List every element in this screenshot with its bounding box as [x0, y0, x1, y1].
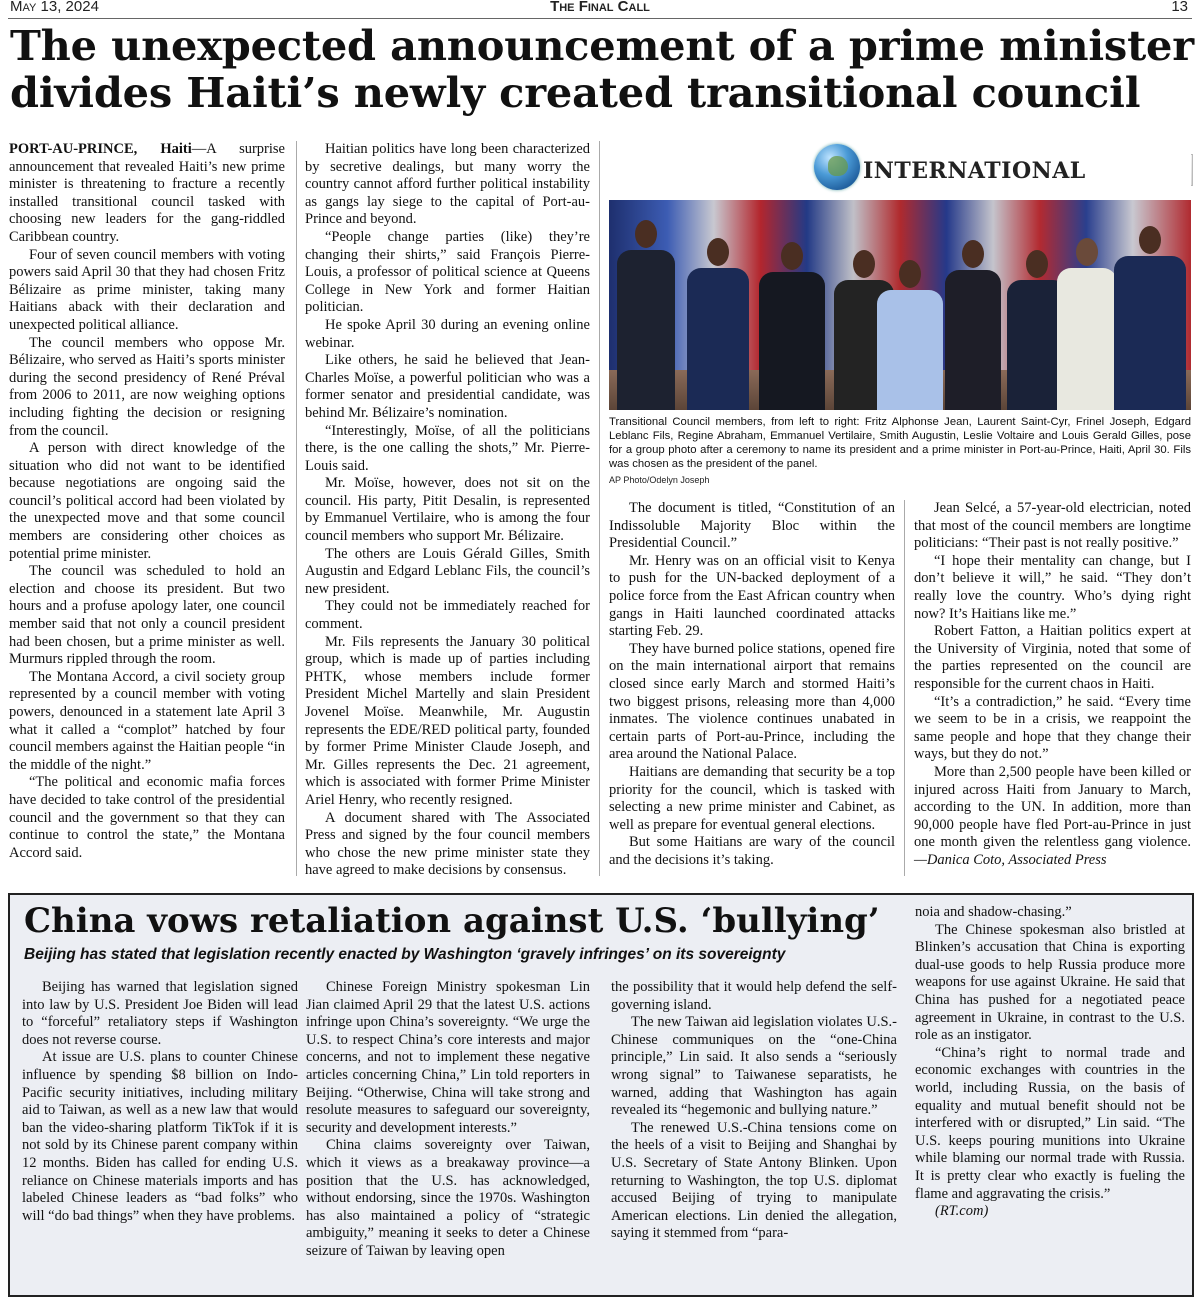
paragraph: The others are Louis Gérald Gilles, Smith Augustin and Edgard Leblanc Fils, the council’s new president.	[305, 545, 590, 597]
article-column-4	[914, 500, 1191, 869]
paragraph: “China’s right to normal trade and economic exchanges with countries in the world, including Russia, on the basis of equality and mutual benefit should not be interfered with or disrupted,” Lin said. “The U.S. keeps pouring munitions into Ukraine while blaming our normal trade with Russia. It is pretty clear who exactly is fueling the flame and aggravating the crisis.”	[915, 1044, 1185, 1202]
person-figure	[1114, 226, 1186, 410]
paragraph: More than 2,500 people have been killed or injured across Haiti from January to March, according to the UN. In addition, more than 90,000 people have fled Port-au-Prince in just one month given the relentless gang violence.—Danica Coto, Associated Press	[914, 763, 1191, 868]
paragraph: Four of seven council members with voting powers said April 30 that they had chosen Fritz Bélizaire as prime minister, taking many Haitians aback with their declaration and unexpected political alliance.	[9, 246, 285, 333]
paragraph: Jean Selcé, a 57-year-old electrician, noted that most of the council members are longtime politicians: “Their past is not really positive.”	[914, 500, 1191, 552]
paragraph: Beijing has warned that legislation signed into law by U.S. President Joe Biden will lead to “forceful” retaliatory steps if Washington does not reverse course.	[22, 979, 298, 1048]
paragraph: “People change parties (like) they’re changing their shirts,” said François Pierre-Louis, a professor of political science at Queens College in New York and former Haitian politician.	[305, 228, 590, 316]
paragraph: A person with direct knowledge of the situation who did not want to be identified because negotiations are ongoing said the council’s political accord had been violated by the unexpected move and that some council members are considering other choices as potential prime minister.	[9, 440, 285, 562]
header-rule	[8, 18, 1192, 19]
china-column-4	[915, 904, 1185, 1221]
publication-name: The Final Call	[550, 0, 650, 15]
paragraph: At issue are U.S. plans to counter Chinese influence by spending $8 billion on Indo-Pacific security initiatives, including military aid to Taiwan, as well as a new law that would ban the video-sharing platform TikTok if it is not sold by its Chinese parent company within 12 months. Biden has called for ending U.S. reliance on Chinese materials imports and has labeled Chinese leaders as “bad folks” who will “do bad things” when they have problems.	[22, 1049, 298, 1224]
china-column-2	[306, 979, 590, 1261]
paragraph: noia and shadow-chasing.”	[915, 904, 1072, 920]
council-group-photo	[609, 200, 1191, 410]
column-divider	[904, 500, 905, 876]
paragraph: The council members who oppose Mr. Bélizaire, who served as Haiti’s sports minister during the second presidency of René Préval from 2006 to 2011, are now weighing options including fighting the decision or resigning from the council.	[9, 334, 285, 439]
byline: —Danica Coto, Associated Press	[914, 851, 1107, 868]
person-figure	[759, 242, 825, 410]
column-divider	[296, 141, 297, 876]
china-column-3	[611, 979, 897, 1243]
paragraph: Haitians are demanding that security be a top priority for the council, which is tasked with selecting a new prime minister and Cabinet, as well as prepare for eventual general elections.	[609, 763, 895, 833]
dateline: PORT-AU-PRINCE, Haiti	[9, 141, 192, 157]
photo-credit: AP Photo/Odelyn Joseph	[609, 475, 710, 485]
paragraph: China claims sovereignty over Taiwan, which it views as a breakaway province—a position that the U.S. has acknowledged, without endorsing, since the 1970s. Washington has also maintained a policy of “strategic ambiguity,” meaning it seeks to deter a Chinese seizure of Taiwan by leaving open	[306, 1137, 590, 1259]
paragraph: The document is titled, “Constitution of an Indissoluble Majority Bloc within the Presidential Council.”	[609, 500, 895, 552]
section-banner	[609, 140, 1191, 198]
person-figure	[877, 260, 943, 410]
paragraph: Haitian politics have long been characterized by secretive dealings, but many worry the country cannot afford further political instability as gangs lay siege to the capital of Port-au-Prince and beyond.	[305, 141, 590, 228]
paragraph: Mr. Fils represents the January 30 political group, which is made up of parties including PHTK, whose members include former President Michel Martelly and slain President Jovenel Moïse. Meanwhile, Mr. Augustin represents the EDE/RED political party, founded by former Prime Minister Claude Joseph, and Mr. Gilles represents the Dec. 21 agreement, which is associated with former Prime Minister Ariel Henry, who recently resigned.	[305, 633, 590, 808]
paragraph: “I hope their mentality can change, but I don’t believe it will,” he said. “They don’t really love the country. Who’s dying right now? It’s Haitians like me.”	[914, 552, 1191, 622]
section-label: INTERNATIONAL	[863, 158, 1086, 184]
person-figure	[1057, 238, 1117, 410]
photo-caption: Transitional Council members, from left to right: Fritz Alphonse Jean, Laurent Saint-Cyr, Frinel Joseph, Edgard Leblanc Fils, Regine Abraham, Emmanuel Vertilaire, Smith Augustin, Leslie Voltaire and Louis Gerald Gilles, pose for a group photo after a ceremony to name its president and a prime minister in Port-au-Prince, Haiti, April 30. Fils was chosen as the president of the panel.	[609, 416, 1191, 470]
paragraph: The Montana Accord, a civil society group represented by a council member with voting powers, denounced in a statement late April 3 what it called a “complot” hatched by four council members against the Haitian people “in the middle of the night.”	[9, 668, 285, 773]
paragraph: “The political and economic mafia forces have decided to take control of the presidential council and the government so that they can continue to control the state,” the Montana Accord said.	[9, 774, 285, 861]
globe-icon	[814, 144, 860, 190]
paragraph: The Chinese spokesman also bristled at Blinken’s accusation that China is exporting dual-use goods to help Russia produce more weapons for use against Ukraine. He said that China has pushed for a negotiated peace agreement in Ukraine, in contrast to the U.S. role as an instigator.	[915, 921, 1185, 1044]
page-header	[0, 0, 1200, 16]
column-divider	[599, 141, 600, 876]
paragraph: Mr. Moïse, however, does not sit on the council. His party, Pitit Desalin, is represented by Emmanuel Vertilaire, who is among the four council members who support Mr. Bélizaire.	[305, 475, 590, 545]
issue-date: May 13, 2024	[10, 0, 99, 15]
paragraph: They have burned police stations, opened fire on the main international airport that remains closed since early March and stormed Haiti’s two biggest prisons, releasing more than 4,000 inmates. The violence continues unabated in certain parts of Port-au-Prince, including the area around the National Palace.	[609, 640, 895, 763]
person-figure	[687, 238, 749, 410]
paragraph: The renewed U.S.-China tensions come on the heels of a visit to Beijing and Shanghai by U.S. Secretary of State Antony Blinken. Upon returning to Washington, the top U.S. diplomat accused Beijing of trying to manipulate American elections. Lin denied the allegation, saying it stemmed from “para-	[611, 1119, 897, 1242]
china-headline: China vows retaliation against U.S. ‘bullying’	[24, 901, 880, 941]
paragraph: Chinese Foreign Ministry spokesman Lin Jian claimed April 29 that the latest U.S. actions infringe upon China’s sovereignty. “We urge the U.S. to respect China’s core interests and major concerns, and not to implement these negative articles concerning China,” Lin told reporters in Beijing. “Otherwise, China will take strong and resolute measures to safeguard our sovereignty, security and development interests.”	[306, 979, 590, 1136]
paragraph: Mr. Henry was on an official visit to Kenya to push for the UN-backed deployment of a police force from the East African country when gangs in Haiti launched coordinated attacks starting Feb. 29.	[609, 552, 895, 640]
paragraph: He spoke April 30 during an evening online webinar.	[305, 316, 590, 351]
paragraph: “Interestingly, Moïse, of all the politicians there, is the one calling the shots,” Mr. Pierre-Louis said.	[305, 422, 590, 474]
paragraph: the possibility that it would help defend the self-governing island.	[611, 979, 897, 1013]
paragraph: Like others, he said he believed that Jean-Charles Moïse, a powerful politician who was a former senator and presidential candidate, was behind Mr. Bélizaire’s nomination.	[305, 352, 590, 421]
paragraph: But some Haitians are wary of the council and the decisions it’s taking.	[609, 834, 895, 868]
person-figure	[617, 220, 675, 410]
article-column-2	[305, 141, 590, 880]
paragraph: A document shared with The Associated Press and signed by the four council members who chose the new prime minister state they have agreed to make decisions by consensus.	[305, 809, 590, 879]
paragraph: Robert Fatton, a Haitian politics expert at the University of Virginia, noted that some of the parties represented on the council are responsible for the current chaos in Haiti.	[914, 623, 1191, 692]
article-column-3	[609, 500, 895, 869]
paragraph: The new Taiwan aid legislation violates U.S.-Chinese communiques on the “one-China principle,” Lin said. It also sends a “seriously wrong signal” to Taiwanese separatists, he warned, adding that Washington has again revealed its “hegemonic and bullying nature.”	[611, 1014, 897, 1119]
page-number: 13	[1171, 0, 1188, 15]
china-column-1	[22, 979, 298, 1225]
paragraph: The council was scheduled to hold an election and choose its president. But two hours and a profuse apology later, one council member said that not only a council president had been chosen, but a prime minister as well. Murmurs rippled through the room.	[9, 563, 285, 668]
source-credit: (RT.com)	[935, 1203, 989, 1220]
person-figure	[945, 240, 1001, 410]
main-headline: The unexpected announcement of a prime minister divides Haiti’s newly created transitional council	[10, 21, 1194, 117]
article-column-1	[9, 141, 285, 862]
china-subhead: Beijing has stated that legislation recently enacted by Washington ‘gravely infringes’ on its sovereignty	[24, 946, 786, 963]
china-story-box	[8, 893, 1194, 1297]
lead-paragraph: PORT-AU-PRINCE, Haiti—A surprise announcement that revealed Haiti’s new prime minister is threatening to fracture a recently installed transitional council tasked with choosing new leaders for the gang-riddled Caribbean country.	[9, 141, 285, 245]
paragraph: They could not be immediately reached for comment.	[305, 598, 590, 633]
paragraph: “It’s a contradiction,” he said. “Every time we seem to be in a crisis, we reappoint the same people and hope that they change their ways, but they do not.”	[914, 693, 1191, 763]
